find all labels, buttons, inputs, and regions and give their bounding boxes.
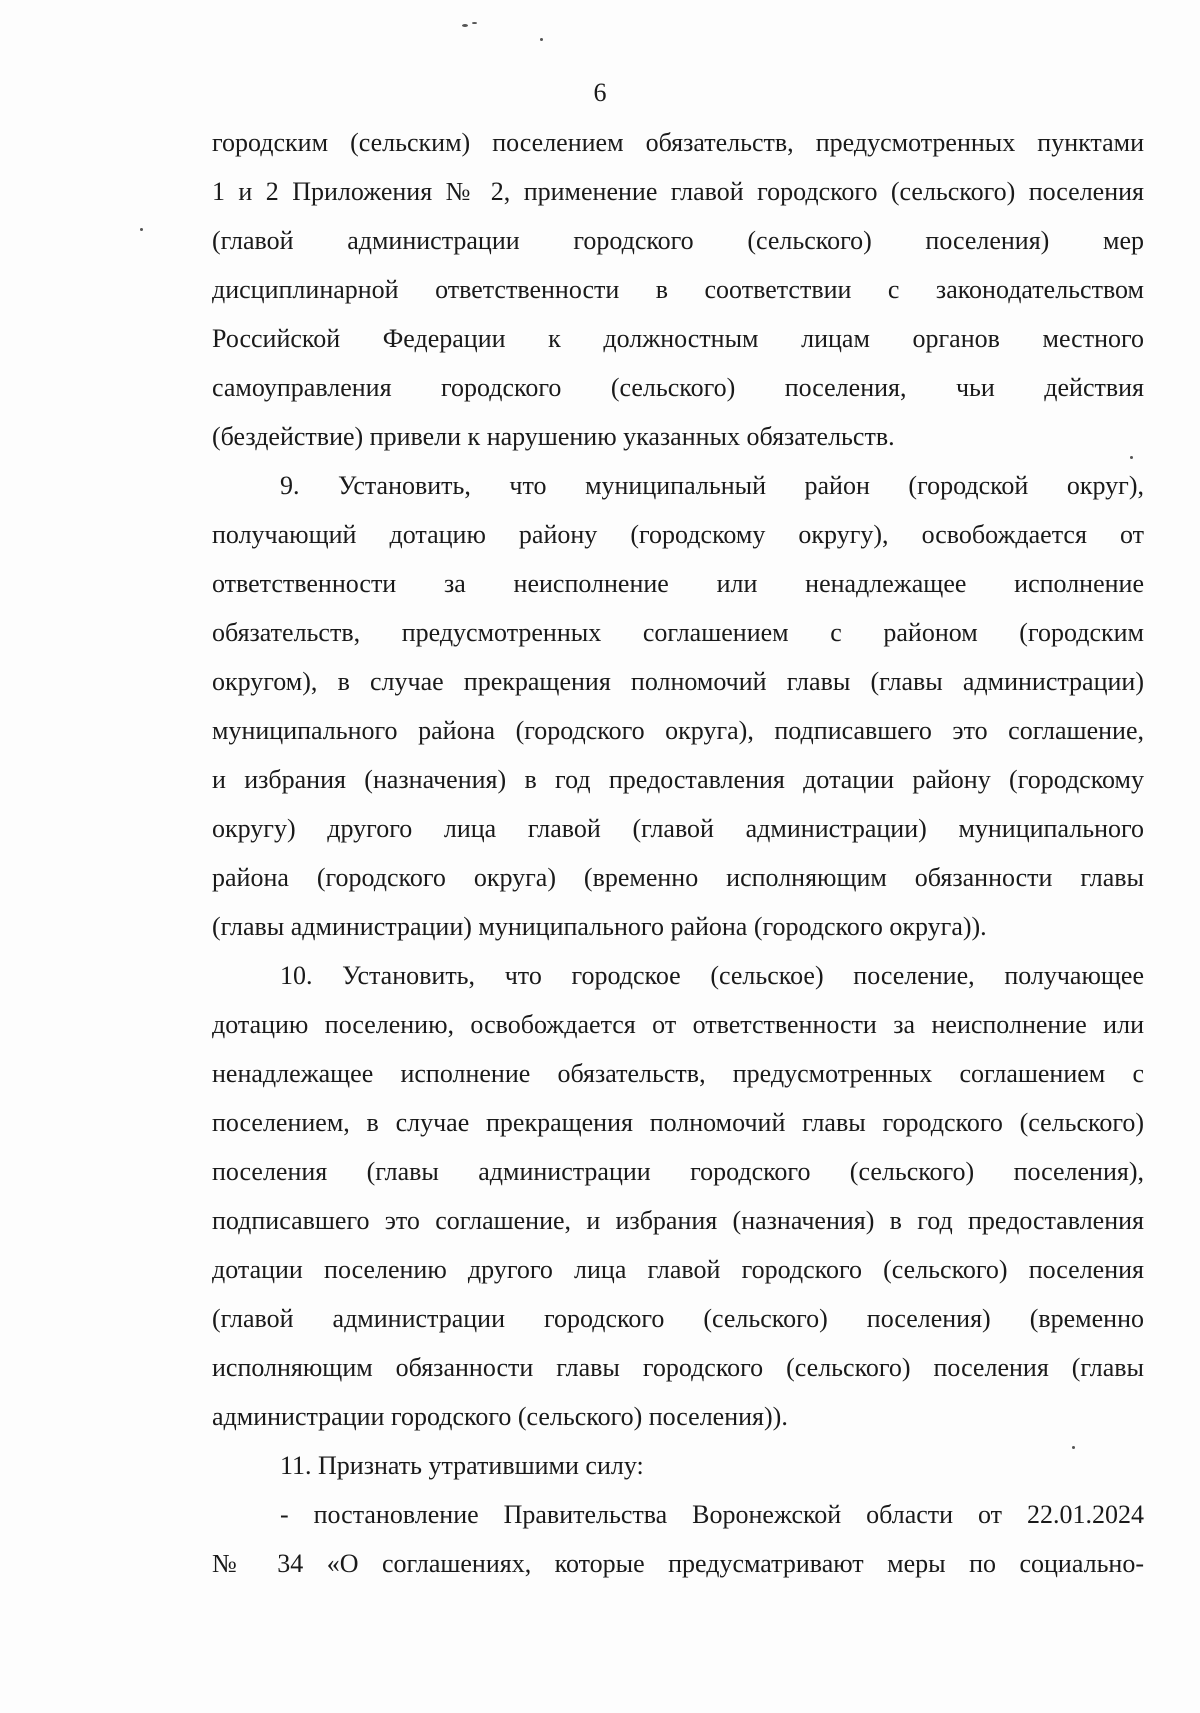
paragraph-line: (главы администрации) муниципального района (городского округа)). [212,912,987,941]
paragraph-line: Российской Федерации к должностным лицам органов местного [212,324,1144,353]
paragraph-line: исполняющим обязанности главы городского (сельского) поселения (главы [212,1353,1144,1382]
document-body [212,118,1144,1588]
paragraph-line: 1 и 2 Приложения № 2, применение главой городского (сельского) поселения [212,177,1144,206]
paragraph-line: поселения (главы администрации городского (сельского) поселения), [212,1157,1144,1186]
paragraph-line: 10. Установить, что городское (сельское) поселение, получающее [280,961,1144,990]
page-number: 6 [593,78,607,107]
paragraph-line: муниципального района (городского округа), подписавшего это соглашение, [212,716,1144,745]
paragraph-line: ненадлежащее исполнение обязательств, предусмотренных соглашением с [212,1059,1144,1088]
paragraph-line: администрации городского (сельского) поселения)). [212,1402,788,1431]
scan-speck [540,38,543,41]
scan-speck [462,24,468,27]
paragraph-line: обязательств, предусмотренных соглашением с районом (городским [212,618,1144,647]
paragraph-line: и избрания (назначения) в год предоставления дотации району (городскому [212,765,1144,794]
paragraph-line: городским (сельским) поселением обязательств, предусмотренных пунктами [212,128,1144,157]
paragraph-line: поселением, в случае прекращения полномочий главы городского (сельского) [212,1108,1144,1137]
paragraph-line: округу) другого лица главой (главой администрации) муниципального [212,814,1144,843]
paragraph-line: ответственности за неисполнение или ненадлежащее исполнение [212,569,1144,598]
paragraph-line: подписавшего это соглашение, и избрания (назначения) в год предоставления [212,1206,1144,1235]
paragraph-line: (бездействие) привели к нарушению указанных обязательств. [212,422,895,451]
list-item-line: - постановление Правительства Воронежской области от 22.01.2024 [280,1500,1144,1529]
paragraph-line: дисциплинарной ответственности в соответствии с законодательством [212,275,1144,304]
paragraph-line: округом), в случае прекращения полномочий главы (главы администрации) [212,667,1144,696]
paragraph-line: дотации поселению другого лица главой городского (сельского) поселения [212,1255,1144,1284]
scan-speck [472,22,477,24]
paragraph-line: самоуправления городского (сельского) поселения, чьи действия [212,373,1144,402]
paragraph-line: 9. Установить, что муниципальный район (городской округ), [280,471,1144,500]
paragraph-line: (главой администрации городского (сельского) поселения) мер [212,226,1144,255]
list-item-line: № 34 «О соглашениях, которые предусматривают меры по социально- [212,1549,1144,1578]
paragraph-line: 11. Признать утратившими силу: [280,1451,644,1480]
paragraph-line: района (городского округа) (временно исполняющим обязанности главы [212,863,1144,892]
paragraph-line: получающий дотацию району (городскому округу), освобождается от [212,520,1144,549]
paragraph-line: (главой администрации городского (сельского) поселения) (временно [212,1304,1144,1333]
scan-speck [140,228,143,231]
paragraph-line: дотацию поселению, освобождается от ответственности за неисполнение или [212,1010,1144,1039]
